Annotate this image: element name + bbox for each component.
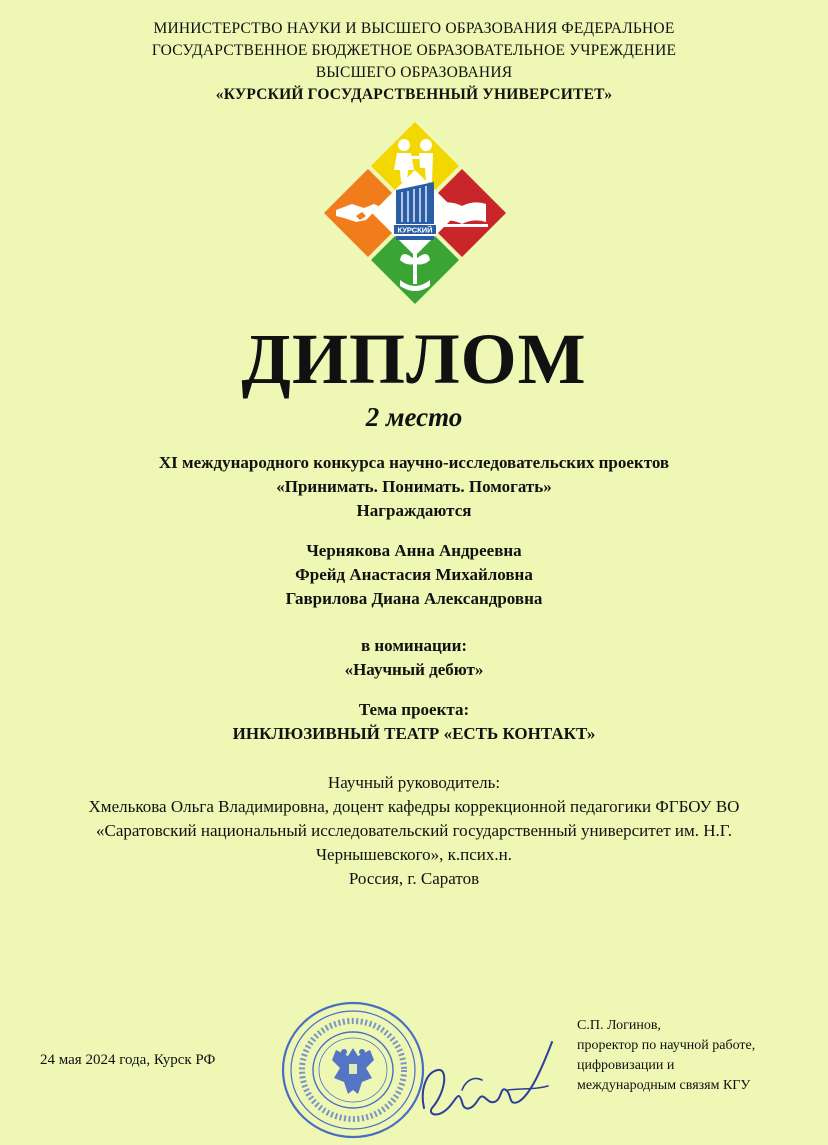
signer-position-2: цифровизации и xyxy=(577,1058,675,1073)
logo-text: КУРСКИЙ xyxy=(397,225,433,235)
supervisor-line-3: Чернышевского», к.псих.н. xyxy=(315,845,512,864)
winner-name: Фрейд Анастасия Михайловна xyxy=(295,565,533,584)
signer-position-3: международным связям КГУ xyxy=(577,1078,751,1093)
contest-name: XI международного конкурса научно-исследовательских проектов xyxy=(158,453,670,472)
award-place: 2 место xyxy=(365,402,463,432)
topic-label: Тема проекта: xyxy=(358,700,470,719)
signer-name: С.П. Логинов, xyxy=(577,1018,661,1033)
supervisor-line-2: «Саратовский национальный исследовательский государственный университет им. Н.Г. xyxy=(96,821,732,840)
contest-info xyxy=(0,451,828,523)
signer-position-1: проректор по научной работе, xyxy=(577,1038,756,1053)
supervisor-label: Научный руководитель: xyxy=(327,773,501,792)
awarded-label: Награждаются xyxy=(356,501,472,520)
header-line-2: ГОСУДАРСТВЕННОЕ БЮДЖЕТНОЕ ОБРАЗОВАТЕЛЬНОЕ УЧРЕЖДЕНИЕ xyxy=(151,42,677,59)
nomination-label: в номинации: xyxy=(360,636,468,655)
winner-name: Чернякова Анна Андреевна xyxy=(306,541,522,560)
university-logo xyxy=(322,120,508,306)
winner-name: Гаврилова Диана Александровна xyxy=(285,589,543,608)
university-name: «КУРСКИЙ ГОСУДАРСТВЕННЫЙ УНИВЕРСИТЕТ» xyxy=(215,86,613,103)
handwritten-signature xyxy=(402,1030,562,1130)
header-line-1: МИНИСТЕРСТВО НАУКИ И ВЫСШЕГО ОБРАЗОВАНИЯ ФЕДЕРАЛЬНОЕ xyxy=(153,20,675,37)
winners-list xyxy=(0,539,828,611)
contest-motto: «Принимать. Понимать. Помогать» xyxy=(276,477,552,496)
ministry-header xyxy=(0,18,828,106)
topic-value: ИНКЛЮЗИВНЫЙ ТЕАТР «ЕСТЬ КОНТАКТ» xyxy=(232,724,596,743)
header-line-3: ВЫСШЕГО ОБРАЗОВАНИЯ xyxy=(315,64,513,81)
supervisor-location: Россия, г. Саратов xyxy=(348,869,480,888)
university-building-icon xyxy=(394,182,436,240)
issue-date: 24 мая 2024 года, Курск РФ xyxy=(40,1052,216,1068)
nomination-value: «Научный дебют» xyxy=(344,660,484,679)
supervisor-line-1: Хмелькова Ольга Владимировна, доцент кафедры коррекционной педагогики ФГБОУ ВО xyxy=(88,797,740,816)
nomination-block xyxy=(0,634,828,682)
diploma-title: ДИПЛОМ xyxy=(241,319,587,399)
project-topic-block xyxy=(0,698,828,746)
signer-block xyxy=(577,1016,755,1096)
supervisor-block xyxy=(0,771,828,891)
